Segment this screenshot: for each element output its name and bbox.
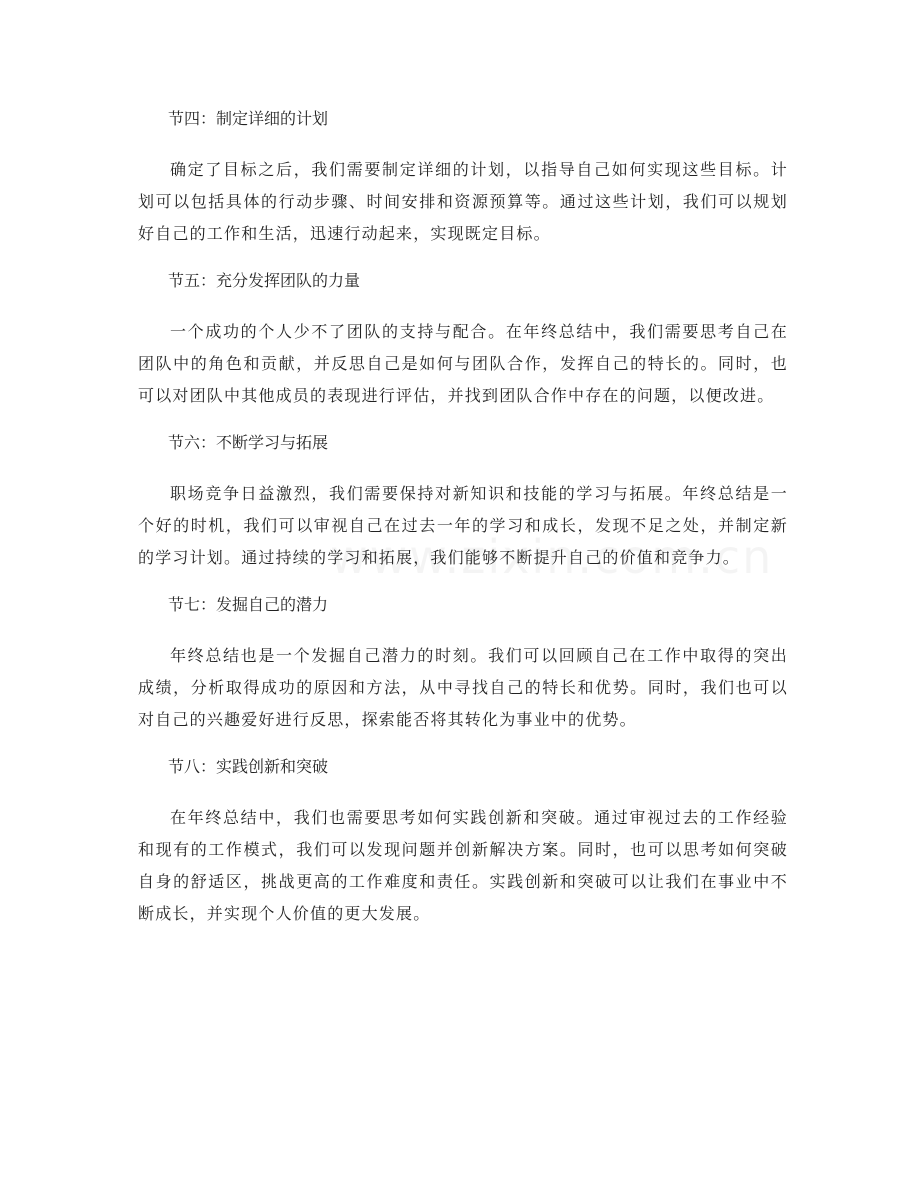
section-paragraph: 年终总结也是一个发掘自己潜力的时刻。我们可以回顾自己在工作中取得的突出成绩，分析取得成功的原因和方法，从中寻找自己的特长和优势。同时，我们也可以对自己的兴趣爱好进行反思，探索能否将其转化为事业中的优势。	[138, 646, 788, 729]
section-paragraph: 职场竞争日益激烈，我们需要保持对新知识和技能的学习与拓展。年终总结是一个好的时机，我们可以审视自己在过去一年的学习和成长，发现不足之处，并制定新的学习计划。通过持续的学习和拓展，我们能够不断提升自己的价值和竞争力。	[138, 484, 788, 567]
section-title: 节八：实践创新和突破	[168, 757, 329, 776]
section-5	[138, 266, 788, 412]
section-title: 节五：充分发挥团队的力量	[168, 271, 361, 290]
section-7	[138, 590, 788, 736]
section-title: 节七：发掘自己的潜力	[168, 595, 329, 614]
section-paragraph: 一个成功的个人少不了团队的支持与配合。在年终总结中，我们需要思考自己在团队中的角色和贡献，并反思自己是如何与团队合作，发挥自己的特长的。同时，也可以对团队中其他成员的表现进行评估，并找到团队合作中存在的问题，以便改进。	[138, 322, 788, 405]
section-paragraph: 确定了目标之后，我们需要制定详细的计划，以指导自己如何实现这些目标。计划可以包括具体的行动步骤、时间安排和资源预算等。通过这些计划，我们可以规划好自己的工作和生活，迅速行动起来，实现既定目标。	[138, 160, 788, 243]
document-page	[138, 104, 788, 946]
section-title: 节四：制定详细的计划	[168, 109, 329, 128]
section-6	[138, 428, 788, 574]
section-4	[138, 104, 788, 250]
section-8	[138, 752, 788, 930]
section-paragraph: 在年终总结中，我们也需要思考如何实践创新和突破。通过审视过去的工作经验和现有的工作模式，我们可以发现问题并创新解决方案。同时，也可以思考如何突破自身的舒适区，挑战更高的工作难度和责任。实践创新和突破可以让我们在事业中不断成长，并实现个人价值的更大发展。	[138, 808, 788, 923]
section-title: 节六：不断学习与拓展	[168, 433, 329, 452]
